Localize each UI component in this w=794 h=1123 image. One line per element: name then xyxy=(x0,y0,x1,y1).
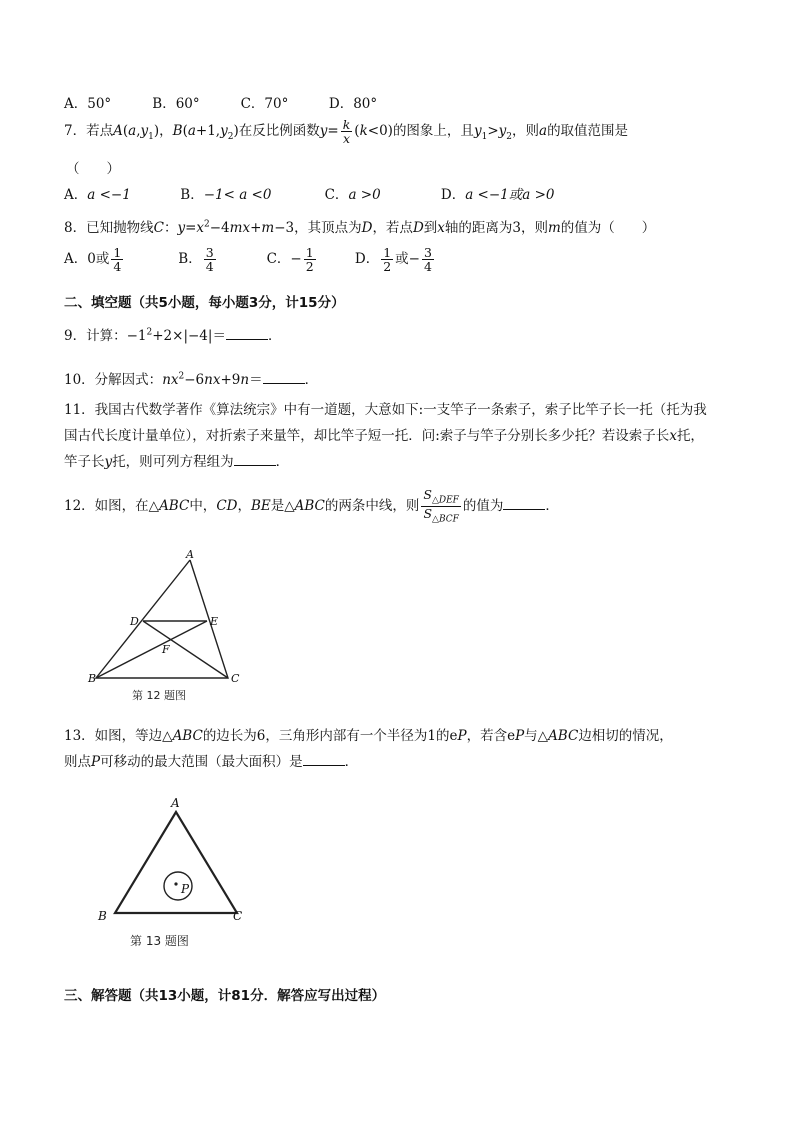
q7-text: 的图象上，且 xyxy=(392,123,474,140)
q6-option-b: B．60° xyxy=(152,96,200,112)
q6-options xyxy=(64,92,377,112)
q8-text: 轴的距离为3，则 xyxy=(444,220,548,236)
q12-area-ratio: $\frac{S_{\triangle DEF}}{S_{\triangle BCF}}$ xyxy=(423,487,459,525)
q12-label-e: E xyxy=(210,615,219,628)
section-3-heading: 三、解答题（共13小题，计81分．解答应写出过程） xyxy=(64,988,386,1004)
q12-figure xyxy=(80,548,260,708)
q6-option-c: C．70° xyxy=(240,96,289,112)
q12-label-a: A xyxy=(186,548,194,561)
section-2-heading: 二、填空题（共5小题，每小题3分，计15分） xyxy=(64,295,345,311)
q7-paren: （ ） xyxy=(66,161,120,177)
q12-label-c: C xyxy=(231,672,240,685)
q8-option-a: A．0或 $\frac{1}{4}$ xyxy=(64,245,122,275)
q7-option-b: B．−1< a <0 xyxy=(180,187,272,203)
q10-text: 10．分解因式： xyxy=(64,372,163,388)
q6-option-d: D．80° xyxy=(328,96,378,112)
q10: 10．分解因式：$nx^2-6nx+9n=$ ． xyxy=(64,371,319,388)
q12-label-f: F xyxy=(162,643,170,656)
q12-median-cd xyxy=(143,621,228,678)
q9-text: ＝ xyxy=(212,328,226,344)
q13-line-1: 13．如图，等边△ABC的边长为6，三角形内部有一个半径为1的eP，若含eP与△ABC边相切的情况， xyxy=(64,728,673,744)
q12-blank xyxy=(503,497,545,510)
q10-blank xyxy=(263,371,305,384)
q11-line-2: 国古代长度计量单位），对折索子来量竿，却比竿子短一托．问:索子与竿子分别长多少托？若设索子长x托， xyxy=(64,428,704,444)
q13-figure xyxy=(90,792,260,952)
q8-option-b: B． $\frac{3}{4}$ xyxy=(178,245,214,275)
q13-label-p: P xyxy=(181,882,190,896)
q12-triangle xyxy=(96,560,228,678)
q9: 9．计算：$-1^2+2\times|-4|=$ ． xyxy=(64,327,282,344)
q11-line-3: 竿子长y托，则可列方程组为 ． xyxy=(64,454,290,470)
q12-stem: 12．如图，在△ABC中，CD，BE是△ABC的两条中线，则 $\frac{S_{\triangle DEF}}{S_{\triangle BCF}}$ 的值为 ． xyxy=(64,487,559,525)
q13-label-c: C xyxy=(233,909,243,923)
q8-option-c: C．− $\frac{1}{2}$ xyxy=(266,245,314,275)
q7-fraction: $\frac{k}{x}$ xyxy=(342,117,351,147)
q8-text: 到 xyxy=(423,220,438,236)
q8-text: 8．已知抛物线 xyxy=(64,220,154,236)
q13-caption: 第 13 题图 xyxy=(130,934,189,948)
q7-text: ，则 xyxy=(512,123,539,140)
q7-option-d: D．a <−1或a >0 xyxy=(440,187,555,203)
q13-blank xyxy=(303,753,345,766)
q7-option-a: A．a <−1 xyxy=(64,187,131,203)
q9-text: 9．计算： xyxy=(64,328,127,344)
q13-center-dot xyxy=(174,882,177,885)
q12-label-b: B xyxy=(88,672,97,685)
q13-triangle xyxy=(115,812,237,913)
q8-option-d: D． $\frac{1}{2}$ 或− $\frac{3}{4}$ xyxy=(354,245,432,275)
q7-text: 在反比例函数 xyxy=(238,123,320,140)
q7-text: 7．若点 xyxy=(64,123,114,140)
q13-line-2: 则点P可移动的最大范围（最大面积）是 ． xyxy=(64,754,359,770)
q9-blank xyxy=(226,327,268,340)
q7-options xyxy=(64,183,555,203)
q11-line-1: 11．我国古代数学著作《算法统宗》中有一道题，大意如下:一支竿子一条索子，索子比竿子长一托（托为我 xyxy=(64,402,707,418)
q8-text: ，其顶点为 xyxy=(294,220,362,236)
q6-option-a: A．50° xyxy=(64,96,112,112)
q7-option-c: C．a >0 xyxy=(324,187,381,203)
q8-text: ，若点 xyxy=(372,220,413,236)
q13-label-a: A xyxy=(171,796,180,810)
q12-caption: 第 12 题图 xyxy=(132,689,186,702)
q10-text: ＝ xyxy=(249,372,263,388)
q12-median-be xyxy=(96,621,207,678)
q8-stem: 8．已知抛物线C：$y=x^2-4mx+m-3$，其顶点为D，若点D到x轴的距离为3，则m的值为（ ） xyxy=(64,219,656,236)
q8-options xyxy=(64,246,436,273)
q8-text: 的值为（ ） xyxy=(560,220,656,236)
q7-text: 的取值范围是 xyxy=(547,123,629,140)
q11-blank xyxy=(234,453,276,466)
q12-label-d: D xyxy=(130,615,139,628)
q7-stem: 7．若点$A(a,y_1)$，$B(a+1,y_2)$在反比例函数y= $\frac{k}{x}$ (k<0)的图象上，且$y_1>y_2$，则a的取值范围是 xyxy=(64,117,629,147)
q13-label-b: B xyxy=(98,909,107,923)
